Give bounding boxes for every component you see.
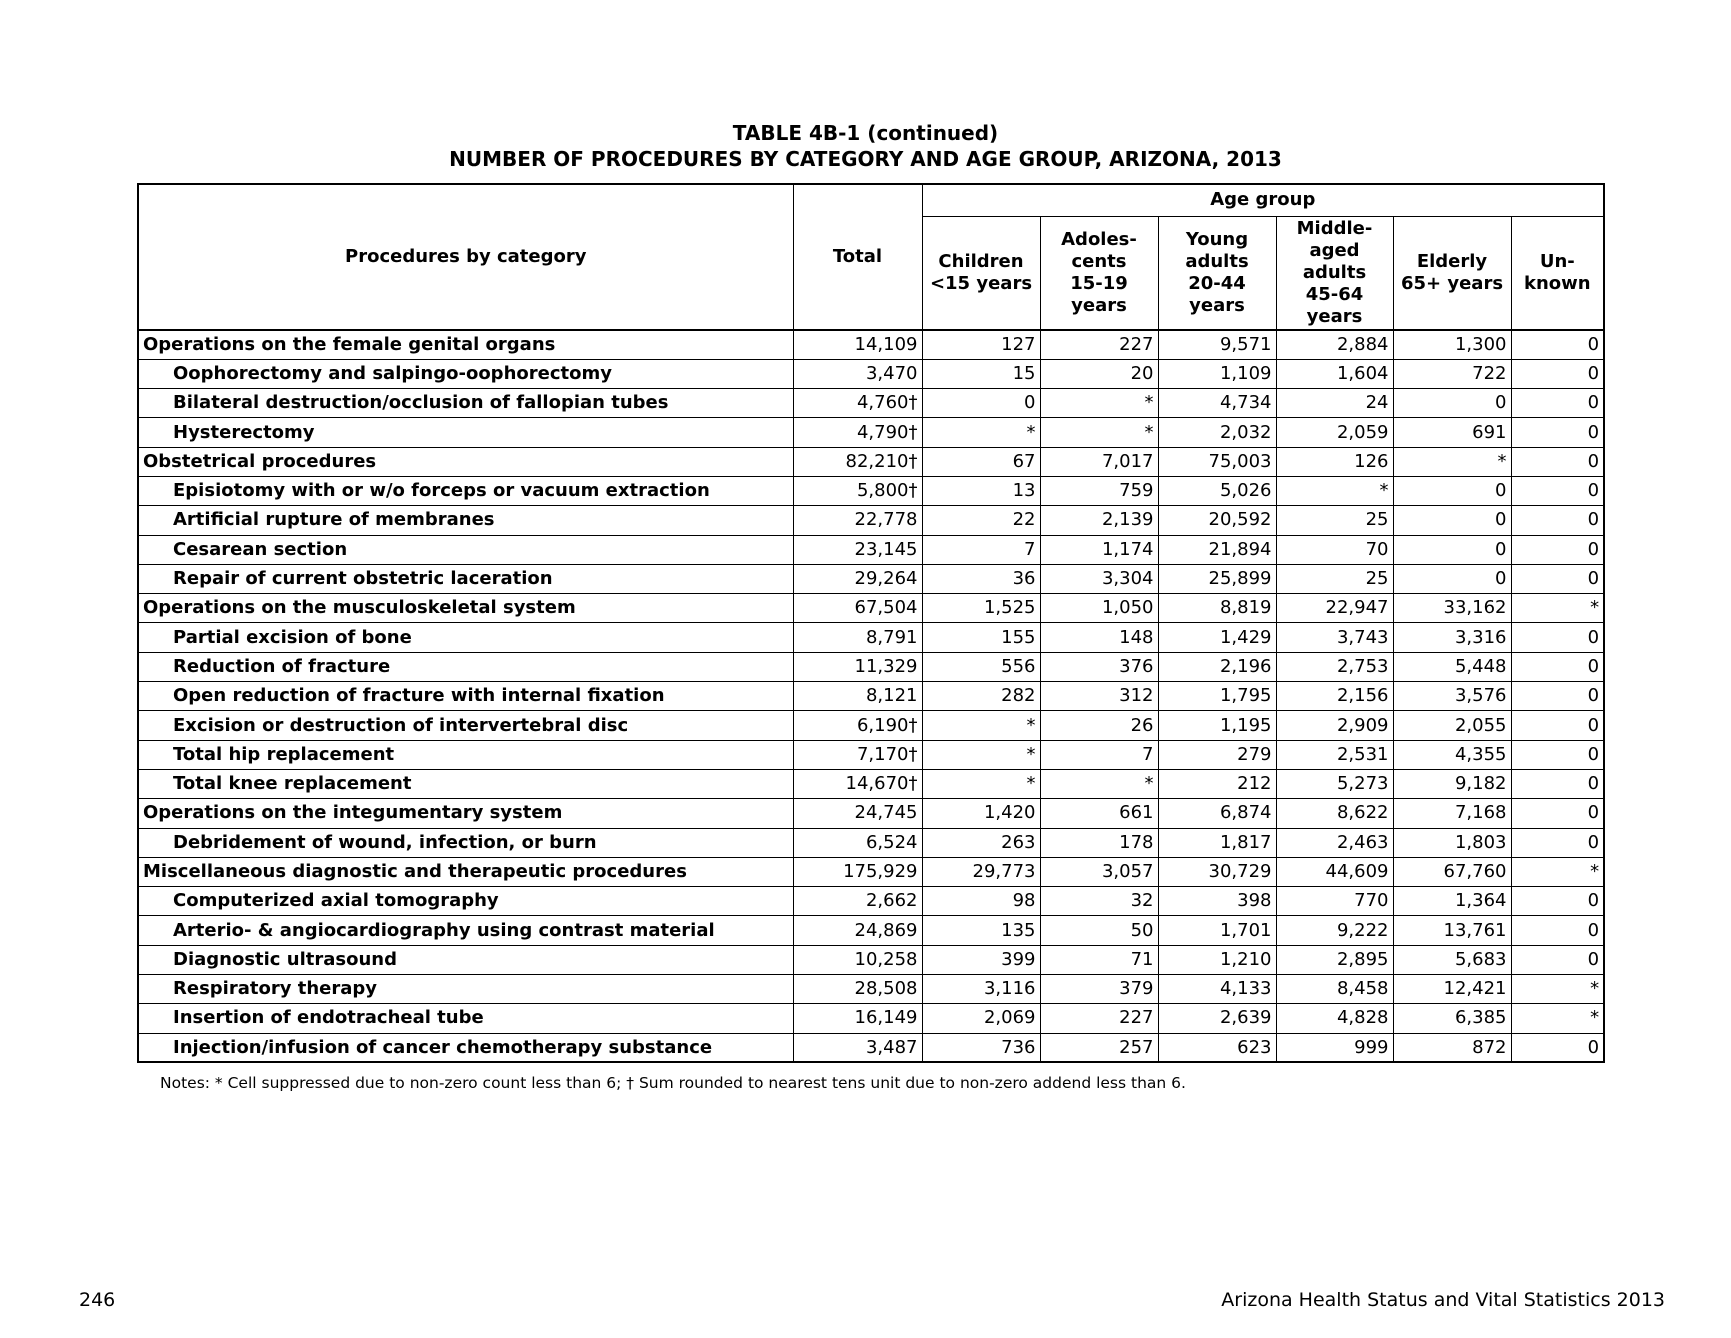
row-value: 2,032 xyxy=(1158,418,1276,447)
publication-name: Arizona Health Status and Vital Statistics 2013 xyxy=(1221,1289,1665,1311)
row-value: 1,420 xyxy=(922,799,1040,828)
row-value: 7,168 xyxy=(1393,799,1511,828)
row-value: 0 xyxy=(1511,506,1604,535)
row-value: 399 xyxy=(922,945,1040,974)
row-value: 227 xyxy=(1040,330,1158,359)
row-value: 7 xyxy=(1040,740,1158,769)
row-value: 6,385 xyxy=(1393,1004,1511,1033)
row-value: * xyxy=(1276,476,1393,505)
row-value: 5,683 xyxy=(1393,945,1511,974)
table-row xyxy=(138,476,1604,505)
table-row xyxy=(138,535,1604,564)
row-label: Episiotomy with or w/o forceps or vacuum extraction xyxy=(138,476,793,505)
row-label: Debridement of wound, infection, or burn xyxy=(138,828,793,857)
table-row xyxy=(138,389,1604,418)
row-value: 5,273 xyxy=(1276,769,1393,798)
row-value: 8,791 xyxy=(793,623,922,652)
row-value: 0 xyxy=(1511,740,1604,769)
row-value: 13 xyxy=(922,476,1040,505)
row-value: 29,773 xyxy=(922,857,1040,886)
row-value: 70 xyxy=(1276,535,1393,564)
row-value: 23,145 xyxy=(793,535,922,564)
row-value: 1,795 xyxy=(1158,682,1276,711)
row-value: 4,828 xyxy=(1276,1004,1393,1033)
row-value: 28,508 xyxy=(793,975,922,1004)
row-value: 22,778 xyxy=(793,506,922,535)
row-value: 8,121 xyxy=(793,682,922,711)
row-value: 282 xyxy=(922,682,1040,711)
row-value: 0 xyxy=(1393,564,1511,593)
row-value: 1,300 xyxy=(1393,330,1511,359)
row-value: 0 xyxy=(1511,389,1604,418)
row-value: 7,170† xyxy=(793,740,922,769)
table-row xyxy=(138,1004,1604,1033)
table-row xyxy=(138,945,1604,974)
row-value: 2,639 xyxy=(1158,1004,1276,1033)
row-value: 5,026 xyxy=(1158,476,1276,505)
row-value: 2,069 xyxy=(922,1004,1040,1033)
row-value: 1,701 xyxy=(1158,916,1276,945)
row-value: 736 xyxy=(922,1033,1040,1062)
row-value: 50 xyxy=(1040,916,1158,945)
row-value: 24,745 xyxy=(793,799,922,828)
row-value: 0 xyxy=(1511,887,1604,916)
row-value: 7,017 xyxy=(1040,447,1158,476)
row-value: 2,662 xyxy=(793,887,922,916)
row-label: Insertion of endotracheal tube xyxy=(138,1004,793,1033)
row-value: 0 xyxy=(1511,711,1604,740)
row-value: 8,458 xyxy=(1276,975,1393,1004)
table-row xyxy=(138,652,1604,681)
row-value: 22 xyxy=(922,506,1040,535)
table-title: TABLE 4B-1 (continued) xyxy=(732,121,999,145)
table-notes: Notes: * Cell suppressed due to non-zero count less than 6; † Sum rounded to nearest tens unit due to non-zero addend less than 6. xyxy=(160,1074,1186,1092)
row-value: 0 xyxy=(1393,389,1511,418)
row-label: Arterio- & angiocardiography using contrast material xyxy=(138,916,793,945)
row-value: 7 xyxy=(922,535,1040,564)
page-number: 246 xyxy=(79,1289,116,1311)
row-value: 3,470 xyxy=(793,359,922,388)
header-young-adults: Young adults 20-44 years xyxy=(1158,216,1276,330)
row-value: 2,909 xyxy=(1276,711,1393,740)
row-value: 0 xyxy=(1511,359,1604,388)
row-value: * xyxy=(1040,389,1158,418)
row-value: 0 xyxy=(1511,799,1604,828)
table-row xyxy=(138,447,1604,476)
row-value: 1,429 xyxy=(1158,623,1276,652)
header-category: Procedures by category xyxy=(138,184,793,330)
row-value: 75,003 xyxy=(1158,447,1276,476)
row-label: Injection/infusion of cancer chemotherapy substance xyxy=(138,1033,793,1062)
row-value: 4,760† xyxy=(793,389,922,418)
row-value: 3,487 xyxy=(793,1033,922,1062)
row-value: 1,364 xyxy=(1393,887,1511,916)
row-value: 20 xyxy=(1040,359,1158,388)
row-label: Total knee replacement xyxy=(138,769,793,798)
row-label: Operations on the female genital organs xyxy=(138,330,793,359)
row-value: 0 xyxy=(1511,1033,1604,1062)
table-row xyxy=(138,916,1604,945)
row-value: 1,109 xyxy=(1158,359,1276,388)
row-value: 13,761 xyxy=(1393,916,1511,945)
row-value: 14,670† xyxy=(793,769,922,798)
row-value: 9,222 xyxy=(1276,916,1393,945)
row-value: 12,421 xyxy=(1393,975,1511,1004)
row-value: * xyxy=(1393,447,1511,476)
row-value: 135 xyxy=(922,916,1040,945)
row-value: 872 xyxy=(1393,1033,1511,1062)
table-row xyxy=(138,711,1604,740)
row-value: 2,895 xyxy=(1276,945,1393,974)
row-value: 2,055 xyxy=(1393,711,1511,740)
row-label: Total hip replacement xyxy=(138,740,793,769)
row-label: Partial excision of bone xyxy=(138,623,793,652)
row-value: 661 xyxy=(1040,799,1158,828)
row-value: 3,316 xyxy=(1393,623,1511,652)
table-row xyxy=(138,682,1604,711)
row-label: Operations on the integumentary system xyxy=(138,799,793,828)
row-value: 67,504 xyxy=(793,594,922,623)
row-value: 155 xyxy=(922,623,1040,652)
row-value: 0 xyxy=(1511,418,1604,447)
row-label: Excision or destruction of intervertebral disc xyxy=(138,711,793,740)
row-value: 0 xyxy=(1393,506,1511,535)
row-value: 999 xyxy=(1276,1033,1393,1062)
row-value: 82,210† xyxy=(793,447,922,476)
table-row xyxy=(138,359,1604,388)
row-value: 0 xyxy=(1511,476,1604,505)
row-value: 8,819 xyxy=(1158,594,1276,623)
row-label: Oophorectomy and salpingo-oophorectomy xyxy=(138,359,793,388)
header-children: Children <15 years xyxy=(922,216,1040,330)
table-row xyxy=(138,828,1604,857)
row-value: 5,448 xyxy=(1393,652,1511,681)
row-value: 71 xyxy=(1040,945,1158,974)
row-value: 11,329 xyxy=(793,652,922,681)
row-label: Cesarean section xyxy=(138,535,793,564)
row-value: 556 xyxy=(922,652,1040,681)
row-value: 3,304 xyxy=(1040,564,1158,593)
table-row xyxy=(138,799,1604,828)
row-value: 33,162 xyxy=(1393,594,1511,623)
row-value: * xyxy=(922,711,1040,740)
row-value: 0 xyxy=(1511,916,1604,945)
row-value: 24,869 xyxy=(793,916,922,945)
row-value: 178 xyxy=(1040,828,1158,857)
row-value: 98 xyxy=(922,887,1040,916)
row-value: * xyxy=(1040,418,1158,447)
row-value: 32 xyxy=(1040,887,1158,916)
row-label: Open reduction of fracture with internal fixation xyxy=(138,682,793,711)
row-value: * xyxy=(922,769,1040,798)
table-row xyxy=(138,975,1604,1004)
row-value: 30,729 xyxy=(1158,857,1276,886)
row-value: 212 xyxy=(1158,769,1276,798)
row-value: 2,139 xyxy=(1040,506,1158,535)
header-age-group: Age group xyxy=(922,184,1604,216)
row-value: 1,803 xyxy=(1393,828,1511,857)
row-value: 3,743 xyxy=(1276,623,1393,652)
row-value: 0 xyxy=(1511,945,1604,974)
row-value: 36 xyxy=(922,564,1040,593)
header-adolescents: Adoles- cents 15-19 years xyxy=(1040,216,1158,330)
row-value: 6,524 xyxy=(793,828,922,857)
row-value: 2,463 xyxy=(1276,828,1393,857)
row-value: 127 xyxy=(922,330,1040,359)
header-total: Total xyxy=(793,184,922,330)
procedures-table xyxy=(137,183,1605,1063)
row-value: 8,622 xyxy=(1276,799,1393,828)
row-value: 0 xyxy=(1511,447,1604,476)
row-value: 22,947 xyxy=(1276,594,1393,623)
row-label: Operations on the musculoskeletal system xyxy=(138,594,793,623)
row-label: Hysterectomy xyxy=(138,418,793,447)
row-label: Bilateral destruction/occlusion of fallopian tubes xyxy=(138,389,793,418)
row-value: 0 xyxy=(1511,828,1604,857)
row-value: 3,116 xyxy=(922,975,1040,1004)
table-row xyxy=(138,330,1604,359)
row-value: 16,149 xyxy=(793,1004,922,1033)
row-value: 770 xyxy=(1276,887,1393,916)
row-value: 0 xyxy=(1511,330,1604,359)
table-subtitle: NUMBER OF PROCEDURES BY CATEGORY AND AGE GROUP, ARIZONA, 2013 xyxy=(449,147,1282,171)
row-value: 0 xyxy=(1511,682,1604,711)
row-label: Reduction of fracture xyxy=(138,652,793,681)
row-value: 148 xyxy=(1040,623,1158,652)
row-label: Respiratory therapy xyxy=(138,975,793,1004)
row-value: 44,609 xyxy=(1276,857,1393,886)
row-value: 0 xyxy=(1393,476,1511,505)
table-row xyxy=(138,857,1604,886)
row-value: 257 xyxy=(1040,1033,1158,1062)
row-label: Computerized axial tomography xyxy=(138,887,793,916)
row-value: * xyxy=(1511,975,1604,1004)
row-value: 67 xyxy=(922,447,1040,476)
row-value: 6,874 xyxy=(1158,799,1276,828)
row-value: 21,894 xyxy=(1158,535,1276,564)
row-value: * xyxy=(1040,769,1158,798)
row-value: 25 xyxy=(1276,506,1393,535)
row-value: 4,133 xyxy=(1158,975,1276,1004)
row-value: 6,190† xyxy=(793,711,922,740)
row-value: 379 xyxy=(1040,975,1158,1004)
row-value: 0 xyxy=(1511,652,1604,681)
table-row xyxy=(138,564,1604,593)
row-value: 0 xyxy=(1511,535,1604,564)
row-value: 4,790† xyxy=(793,418,922,447)
table-row xyxy=(138,887,1604,916)
header-middle-aged: Middle- aged adults 45-64 years xyxy=(1276,216,1393,330)
row-value: 623 xyxy=(1158,1033,1276,1062)
row-value: 25,899 xyxy=(1158,564,1276,593)
row-value: 9,182 xyxy=(1393,769,1511,798)
row-value: 0 xyxy=(1511,564,1604,593)
row-value: * xyxy=(1511,1004,1604,1033)
row-value: 279 xyxy=(1158,740,1276,769)
row-value: 312 xyxy=(1040,682,1158,711)
table-row xyxy=(138,1033,1604,1062)
row-value: 0 xyxy=(1511,623,1604,652)
row-value: 398 xyxy=(1158,887,1276,916)
table-body xyxy=(138,330,1604,1062)
row-value: 2,884 xyxy=(1276,330,1393,359)
row-label: Miscellaneous diagnostic and therapeutic procedures xyxy=(138,857,793,886)
row-value: * xyxy=(1511,857,1604,886)
table-row xyxy=(138,418,1604,447)
row-value: * xyxy=(922,740,1040,769)
row-value: 20,592 xyxy=(1158,506,1276,535)
table-row xyxy=(138,769,1604,798)
row-label: Repair of current obstetric laceration xyxy=(138,564,793,593)
header-elderly: Elderly 65+ years xyxy=(1393,216,1511,330)
row-value: 29,264 xyxy=(793,564,922,593)
row-value: 126 xyxy=(1276,447,1393,476)
row-value: 1,604 xyxy=(1276,359,1393,388)
row-value: 4,355 xyxy=(1393,740,1511,769)
row-value: 0 xyxy=(1393,535,1511,564)
row-value: 1,195 xyxy=(1158,711,1276,740)
row-value: 2,531 xyxy=(1276,740,1393,769)
row-label: Artificial rupture of membranes xyxy=(138,506,793,535)
row-value: 2,753 xyxy=(1276,652,1393,681)
row-value: 1,210 xyxy=(1158,945,1276,974)
header-unknown: Un- known xyxy=(1511,216,1604,330)
row-value: 759 xyxy=(1040,476,1158,505)
row-value: 24 xyxy=(1276,389,1393,418)
table-row xyxy=(138,506,1604,535)
row-value: 1,174 xyxy=(1040,535,1158,564)
row-value: 15 xyxy=(922,359,1040,388)
row-value: * xyxy=(1511,594,1604,623)
row-value: 722 xyxy=(1393,359,1511,388)
table-row xyxy=(138,740,1604,769)
row-value: 227 xyxy=(1040,1004,1158,1033)
row-value: 0 xyxy=(1511,769,1604,798)
row-value: 3,057 xyxy=(1040,857,1158,886)
row-value: 26 xyxy=(1040,711,1158,740)
row-value: 2,059 xyxy=(1276,418,1393,447)
row-value: 10,258 xyxy=(793,945,922,974)
row-value: 3,576 xyxy=(1393,682,1511,711)
row-value: 4,734 xyxy=(1158,389,1276,418)
row-label: Obstetrical procedures xyxy=(138,447,793,476)
row-value: 0 xyxy=(922,389,1040,418)
row-value: 5,800† xyxy=(793,476,922,505)
row-value: 2,156 xyxy=(1276,682,1393,711)
row-value: 1,817 xyxy=(1158,828,1276,857)
row-value: 1,050 xyxy=(1040,594,1158,623)
row-value: 263 xyxy=(922,828,1040,857)
row-value: 67,760 xyxy=(1393,857,1511,886)
row-label: Diagnostic ultrasound xyxy=(138,945,793,974)
row-value: 1,525 xyxy=(922,594,1040,623)
row-value: 175,929 xyxy=(793,857,922,886)
row-value: * xyxy=(922,418,1040,447)
table-row xyxy=(138,594,1604,623)
row-value: 14,109 xyxy=(793,330,922,359)
row-value: 2,196 xyxy=(1158,652,1276,681)
row-value: 25 xyxy=(1276,564,1393,593)
table-row xyxy=(138,623,1604,652)
row-value: 376 xyxy=(1040,652,1158,681)
row-value: 9,571 xyxy=(1158,330,1276,359)
row-value: 691 xyxy=(1393,418,1511,447)
